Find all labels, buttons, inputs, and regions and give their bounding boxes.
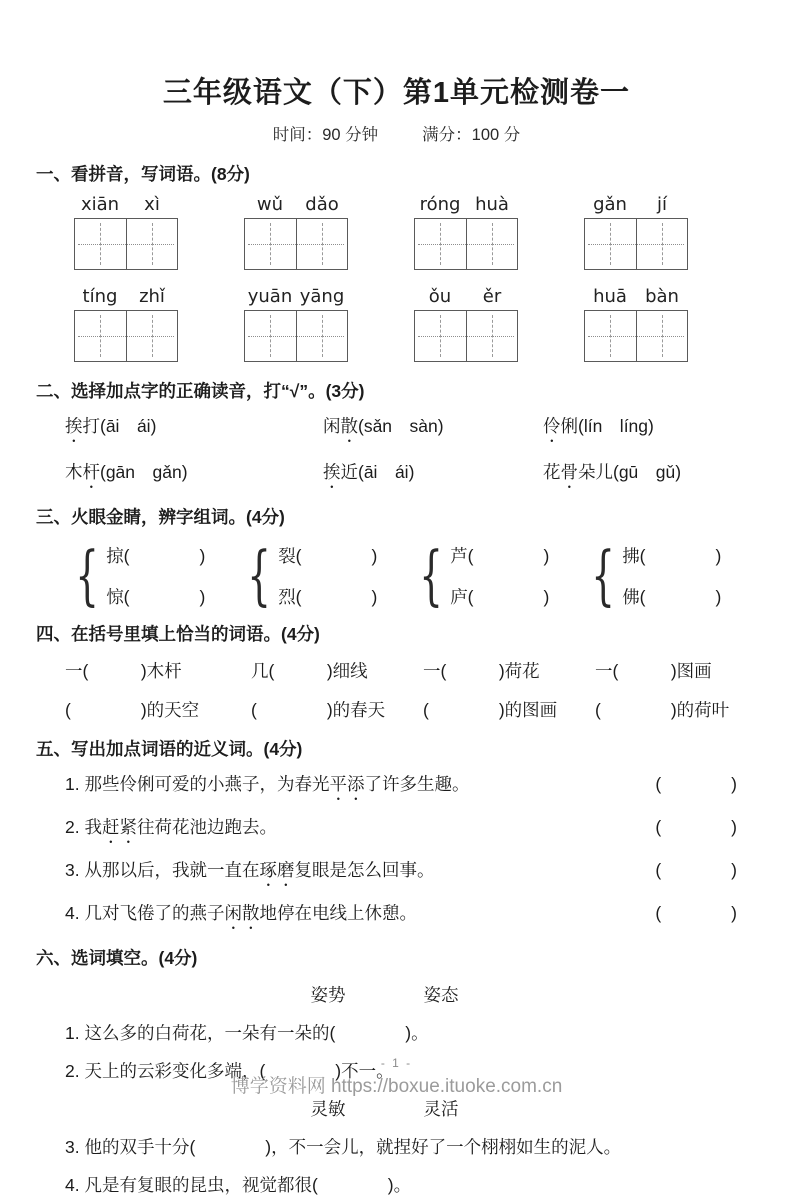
- pinyin-syllable: huà: [475, 194, 509, 215]
- fill-blank-row-1: [36, 658, 757, 683]
- word-pair-column: [278, 543, 377, 609]
- writing-cell[interactable]: [636, 311, 688, 361]
- pinyin-syllable: róng: [419, 194, 461, 215]
- word-pair-column: [106, 543, 205, 609]
- word-pair-bottom: 庐( ): [450, 587, 550, 607]
- pinyin-labels: [244, 286, 348, 307]
- fill-blank-item: ( )的图画: [423, 700, 558, 720]
- section-6-heading: 六、选词填空。(4分): [36, 948, 198, 968]
- pinyin-syllable: bàn: [645, 286, 679, 307]
- section-5-heading: 五、写出加点词语的近义词。(4分): [36, 739, 303, 759]
- word-pair-group: [412, 538, 584, 614]
- writing-cell[interactable]: [245, 219, 296, 269]
- writing-cell[interactable]: [296, 311, 348, 361]
- word-bank-1: [24, 982, 745, 1007]
- pinyin-writing-group: [244, 286, 348, 362]
- word-bank-option: 灵活: [423, 1099, 459, 1119]
- word-bank-option: 灵敏: [310, 1099, 346, 1119]
- writing-grid[interactable]: [74, 218, 178, 270]
- answer-blank: ( ): [655, 860, 737, 880]
- writing-cell[interactable]: [245, 311, 296, 361]
- pinyin-writing-group: [414, 286, 518, 362]
- word-pair-top: 芦( ): [450, 546, 550, 566]
- fill-blank-item: ( )的荷叶: [595, 700, 730, 720]
- pinyin-syllable: yuān: [247, 286, 293, 307]
- pinyin-writing-group: [74, 194, 178, 270]
- pinyin-labels: [414, 194, 518, 215]
- section-3-heading: 三、火眼金睛，辨字组词。(4分): [36, 507, 285, 527]
- pinyin-labels: [414, 286, 518, 307]
- fill-blank-row-2: [36, 697, 757, 722]
- pinyin-syllable: xì: [144, 194, 160, 215]
- word-pair-top: 掠( ): [106, 546, 206, 566]
- pinyin-syllable: dǎo: [305, 194, 339, 215]
- writing-grid[interactable]: [414, 218, 518, 270]
- pinyin-syllable: ěr: [482, 286, 502, 307]
- pronunciation-item: 闲散(sǎn sàn): [323, 416, 444, 436]
- word-pair-group: [68, 538, 240, 614]
- pronunciation-item: 花骨朵儿(gū gǔ): [543, 462, 682, 482]
- pinyin-syllable: tíng: [82, 286, 118, 307]
- pinyin-syllable: yāng: [299, 286, 345, 307]
- pinyin-writing-group: [74, 286, 178, 362]
- pinyin-writing-group: [584, 286, 688, 362]
- word-pair-top: 裂( ): [278, 546, 378, 566]
- sentence-item: [36, 814, 757, 847]
- word-pair-bottom: 烈( ): [278, 587, 378, 607]
- writing-cell[interactable]: [466, 311, 518, 361]
- pinyin-row-2: [36, 286, 757, 362]
- pinyin-syllable: xiān: [80, 194, 120, 215]
- writing-cell[interactable]: [75, 219, 126, 269]
- time-label: 时间：90 分钟: [272, 126, 379, 144]
- fill-blank-item: 几( )细线: [251, 661, 368, 681]
- score-label: 满分：100 分: [422, 126, 521, 144]
- fill-blank-item: 一( )图画: [595, 661, 712, 681]
- pinyin-labels: [74, 286, 178, 307]
- sentence-item: 1. 这么多的白荷花，一朵有一朵的( )。: [65, 1023, 429, 1043]
- brace-icon: {: [247, 538, 271, 614]
- pronunciation-item: 挨近(āi ái): [323, 462, 415, 482]
- writing-cell[interactable]: [636, 219, 688, 269]
- writing-cell[interactable]: [296, 219, 348, 269]
- word-pair-row: [36, 538, 757, 614]
- pinyin-syllable: wǔ: [256, 194, 284, 215]
- sentence-item: 4. 凡是有复眼的昆虫，视觉都很( )。: [65, 1175, 412, 1195]
- writing-grid[interactable]: [584, 218, 688, 270]
- word-pair-bottom: 惊( ): [106, 587, 206, 607]
- section-2-heading: 二、选择加点字的正确读音，打“√”。(3分): [36, 381, 365, 401]
- pronunciation-item: 挨打(āi ái): [65, 416, 157, 436]
- pinyin-writing-group: [414, 194, 518, 270]
- pinyin-syllable: ǒu: [428, 286, 452, 307]
- writing-grid[interactable]: [414, 310, 518, 362]
- writing-cell[interactable]: [415, 219, 466, 269]
- writing-grid[interactable]: [244, 310, 348, 362]
- pinyin-syllable: huā: [593, 286, 627, 307]
- fill-blank-item: 一( )木杆: [65, 661, 182, 681]
- pinyin-writing-group: [584, 194, 688, 270]
- writing-cell[interactable]: [585, 219, 636, 269]
- fill-blank-item: ( )的天空: [65, 700, 200, 720]
- pinyin-syllable: zhǐ: [139, 286, 165, 307]
- word-pair-column: [450, 543, 549, 609]
- word-bank-option: 姿态: [423, 985, 459, 1005]
- writing-cell[interactable]: [75, 311, 126, 361]
- writing-cell[interactable]: [585, 311, 636, 361]
- writing-grid[interactable]: [244, 218, 348, 270]
- pinyin-labels: [584, 194, 688, 215]
- sentence-item: 2. 天上的云彩变化多端，( )不一。: [65, 1061, 394, 1081]
- writing-cell[interactable]: [126, 219, 178, 269]
- page-footer: [0, 1056, 793, 1098]
- pinyin-labels: [74, 194, 178, 215]
- word-pair-bottom: 佛( ): [622, 587, 722, 607]
- sentence-item: [36, 771, 757, 804]
- brace-icon: {: [75, 538, 99, 614]
- brace-icon: {: [419, 538, 443, 614]
- sentence-item: [36, 857, 757, 890]
- sentence-text: 2. 我赶紧往荷花池边跑去。: [65, 817, 277, 837]
- pronunciation-grid: [36, 413, 757, 492]
- word-pair-column: [622, 543, 721, 609]
- word-pair-group: [240, 538, 412, 614]
- site-credit: 博学资料网 https://boxue.ituoke.com.cn: [230, 1076, 563, 1097]
- writing-cell[interactable]: [415, 311, 466, 361]
- section-1-heading: 一、看拼音，写词语。(8分): [36, 164, 250, 184]
- word-pair-group: [584, 538, 722, 614]
- answer-blank: ( ): [655, 903, 737, 923]
- page-title: 三年级语文（下）第1单元检测卷一: [162, 77, 631, 109]
- sentence-text: 3. 从那以后，我就一直在琢磨复眼是怎么回事。: [65, 860, 435, 880]
- exam-meta: [36, 121, 757, 145]
- pronunciation-item: 木杆(gān gǎn): [65, 462, 188, 482]
- writing-cell[interactable]: [466, 219, 518, 269]
- fill-blank-item: ( )的春天: [251, 700, 386, 720]
- pinyin-syllable: gǎn: [593, 194, 627, 215]
- pinyin-row-1: [36, 194, 757, 270]
- answer-blank: ( ): [655, 817, 737, 837]
- sentence-text: 1. 那些伶俐可爱的小燕子，为春光平添了许多生趣。: [65, 774, 470, 794]
- sentence-item: 3. 他的双手十分( )，不一会儿，就捏好了一个栩栩如生的泥人。: [65, 1137, 622, 1157]
- pinyin-syllable: jí: [656, 194, 667, 215]
- word-pair-top: 拂( ): [622, 546, 722, 566]
- word-bank-option: 姿势: [310, 985, 346, 1005]
- fill-blank-item: 一( )荷花: [423, 661, 540, 681]
- pinyin-writing-group: [244, 194, 348, 270]
- pronunciation-item: 伶俐(lín líng): [543, 416, 654, 436]
- brace-icon: {: [591, 538, 615, 614]
- answer-blank: ( ): [655, 774, 737, 794]
- pinyin-labels: [584, 286, 688, 307]
- writing-cell[interactable]: [126, 311, 178, 361]
- writing-grid[interactable]: [584, 310, 688, 362]
- pinyin-labels: [244, 194, 348, 215]
- writing-grid[interactable]: [74, 310, 178, 362]
- sentence-text: 4. 几对飞倦了的燕子闲散地停在电线上休憩。: [65, 903, 417, 923]
- section-4-heading: 四、在括号里填上恰当的词语。(4分): [36, 624, 320, 644]
- word-bank-2: [24, 1096, 745, 1121]
- page-number: - 1 -: [380, 1056, 413, 1070]
- sentence-item: [36, 900, 757, 933]
